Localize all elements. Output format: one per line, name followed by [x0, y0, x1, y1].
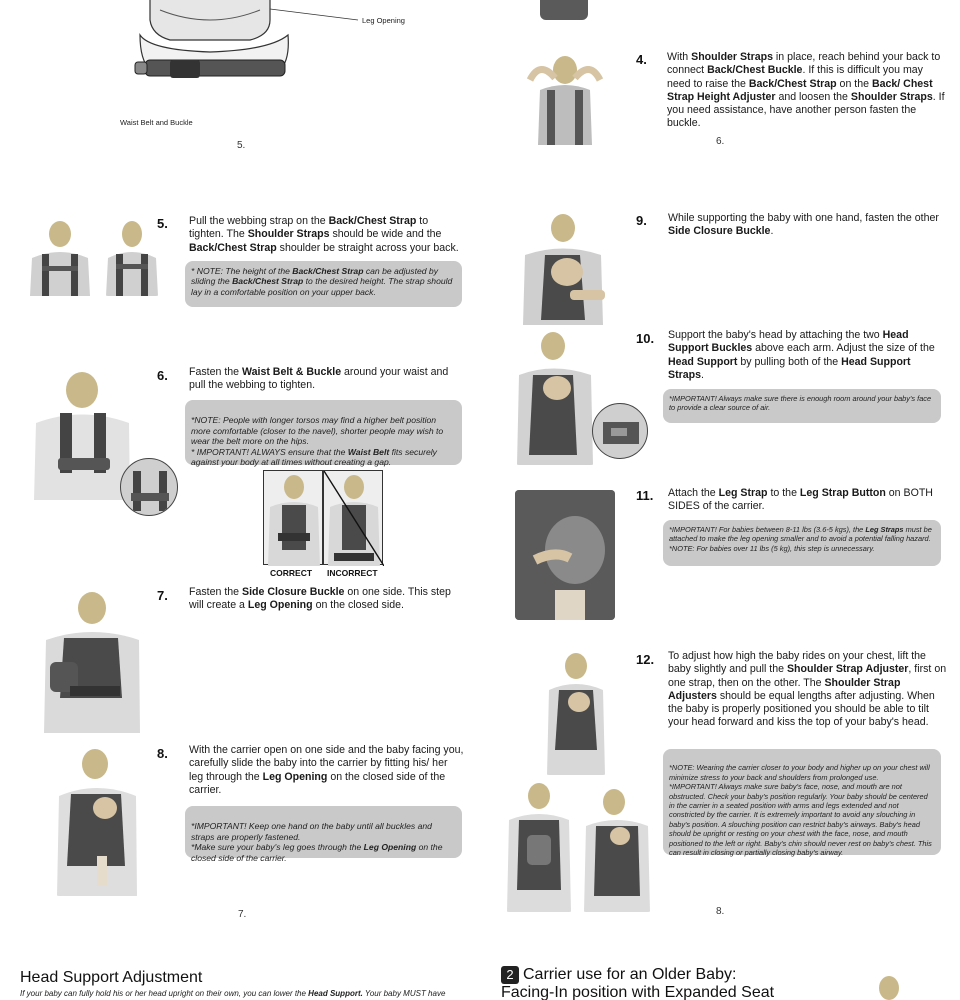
step-10-detail-inset [592, 403, 648, 459]
step-12-photo-a [545, 650, 607, 775]
step-7-number: 7. [157, 588, 168, 603]
step-10-text: Support the baby's head by attaching the two Head Support Buckles above each arm. Adjust the size of the Head Support by pulling both of the Head Support Straps. [668, 329, 935, 381]
step-3-photo-fragment [540, 0, 588, 20]
waist-belt-label: Waist Belt and Buckle [120, 118, 193, 127]
step-8-text: With the carrier open on one side and the baby facing you, carefully slide the baby into the carrier by fitting his/ her leg through the Leg Opening on the closed side of the carrier. [189, 744, 464, 796]
step-5-text: Pull the webbing strap on the Back/Chest Strap to tighten. The Shoulder Straps should be wide and the Back/Chest Strap shoulder be straight across your back. [189, 215, 459, 254]
head-support-title: Head Support Adjustment [20, 969, 203, 986]
step-9-number: 9. [636, 213, 647, 228]
step-6-detail-inset [120, 458, 178, 516]
step-4-number: 4. [636, 52, 647, 67]
section-2-photo [874, 974, 904, 1000]
step-6-photo [30, 368, 135, 500]
step-10-photo [515, 330, 595, 465]
incorrect-example-photo [323, 470, 383, 565]
step-11-note: *IMPORTANT! For babies between 8-11 lbs (3.6-5 kgs), the Leg Straps must be attached to make the leg opening smaller and to avoid a potential falling hazard. *NOTE: For babies over 11 lbs (5 kg), this step is unnecessary. [663, 520, 941, 566]
step-12-photo-c [582, 786, 652, 912]
step-8-number: 8. [157, 746, 168, 761]
step-4-text: With Shoulder Straps in place, reach behind your back to connect Back/Chest Buckle. If this is difficult you may need to raise the Back/Chest Strap on the Back/ Chest Strap Height Adjuster and loosen the Shoulder Straps. If you need assistance, have another person fasten the buckle. [667, 51, 945, 130]
step-10-number: 10. [636, 331, 655, 346]
head-support-subtitle: If your baby can fully hold his or her head upright on their own, you can lower the Head Support. Your baby MUST have [20, 989, 446, 998]
page-number-8: 8. [716, 906, 725, 917]
step-12-photo-b [505, 780, 573, 912]
step-12-number: 12. [636, 652, 655, 667]
step-6-note: *NOTE: People with longer torsos may find a higher belt position more comfortable (closer to the navel), shorter people may wish to wear the belt more on the hips. * IMPORTANT! ALWAYS ensure that the Waist Belt fits securely against your body at all times without creating a gap. [185, 400, 462, 465]
correct-example-photo [263, 470, 323, 565]
step-6-number: 6. [157, 368, 168, 383]
step-5-note: * NOTE: The height of the Back/Chest Strap can be adjusted by sliding the Back/Chest Strap to the desired height. The strap should lay in a comfortable position on your upper back. [185, 261, 462, 307]
incorrect-label: INCORRECT [327, 568, 378, 578]
section-2-badge: 2 [501, 966, 519, 984]
page-number-5: 5. [237, 140, 246, 151]
step-9-text: While supporting the baby with one hand, fasten the other Side Closure Buckle. [668, 212, 939, 238]
step-11-photo [515, 490, 615, 620]
step-9-photo [515, 210, 610, 325]
step-11-text: Attach the Leg Strap to the Leg Strap Button on BOTH SIDES of the carrier. [668, 487, 933, 513]
step-6-text: Fasten the Waist Belt & Buckle around your waist and pull the webbing to tighten. [189, 366, 449, 392]
step-4-photo [520, 50, 610, 145]
step-11-number: 11. [636, 488, 654, 503]
step-5-photo-a [24, 218, 96, 296]
section-2-title: 2 Carrier use for an Older Baby: Facing-In position with Expanded Seat [501, 966, 775, 1000]
step-8-photo [55, 746, 140, 896]
correct-label: CORRECT [270, 568, 313, 578]
step-5-number: 5. [157, 216, 168, 231]
step-5-photo-b [104, 218, 160, 296]
page-number-7: 7. [238, 909, 247, 920]
step-10-note: *IMPORTANT! Always make sure there is enough room around your baby's face to provide a clear source of air. [663, 389, 941, 423]
step-7-photo [40, 588, 145, 733]
step-12-text: To adjust how high the baby rides on your chest, lift the baby slightly and pull the Shoulder Strap Adjuster, first on one strap, then on the other. The Shoulder Strap Adjusters should be equal lengths after adjusting. When the baby is properly positioned you should be able to tilt your head forward and kiss the top of your baby's head. [668, 650, 947, 729]
step-8-note: *IMPORTANT! Keep one hand on the baby until all buckles and straps are properly fastened. *Make sure your baby's leg goes through the Leg Opening on the closed side of the carrier. [185, 806, 462, 858]
leg-opening-pointer [270, 6, 360, 22]
page-number-6: 6. [716, 136, 725, 147]
step-12-note: *NOTE: Wearing the carrier closer to your body and higher up on your chest will minimize stress to your back and shoulders from prolonged use. *IMPORTANT! Always make sure baby's face, nose, and mouth are not obstructed. Check your baby's position regularly. Your baby should be centered in the carrier in a seated position with arms and legs extended and not constricted by the carrier. It is extremely important to avoid any slouching in baby's position. A slouching position can restrict baby's airways. Baby's head should be upright or resting on your chest with the face, nose, and mouth positioned to the left or right. Baby's chin should never rest on baby's chest. This can result in closing or partially closing baby's airway. [663, 749, 941, 855]
leg-opening-label: Leg Opening [362, 16, 405, 25]
step-7-text: Fasten the Side Closure Buckle on one side. This step will create a Leg Opening on the closed side. [189, 586, 451, 612]
